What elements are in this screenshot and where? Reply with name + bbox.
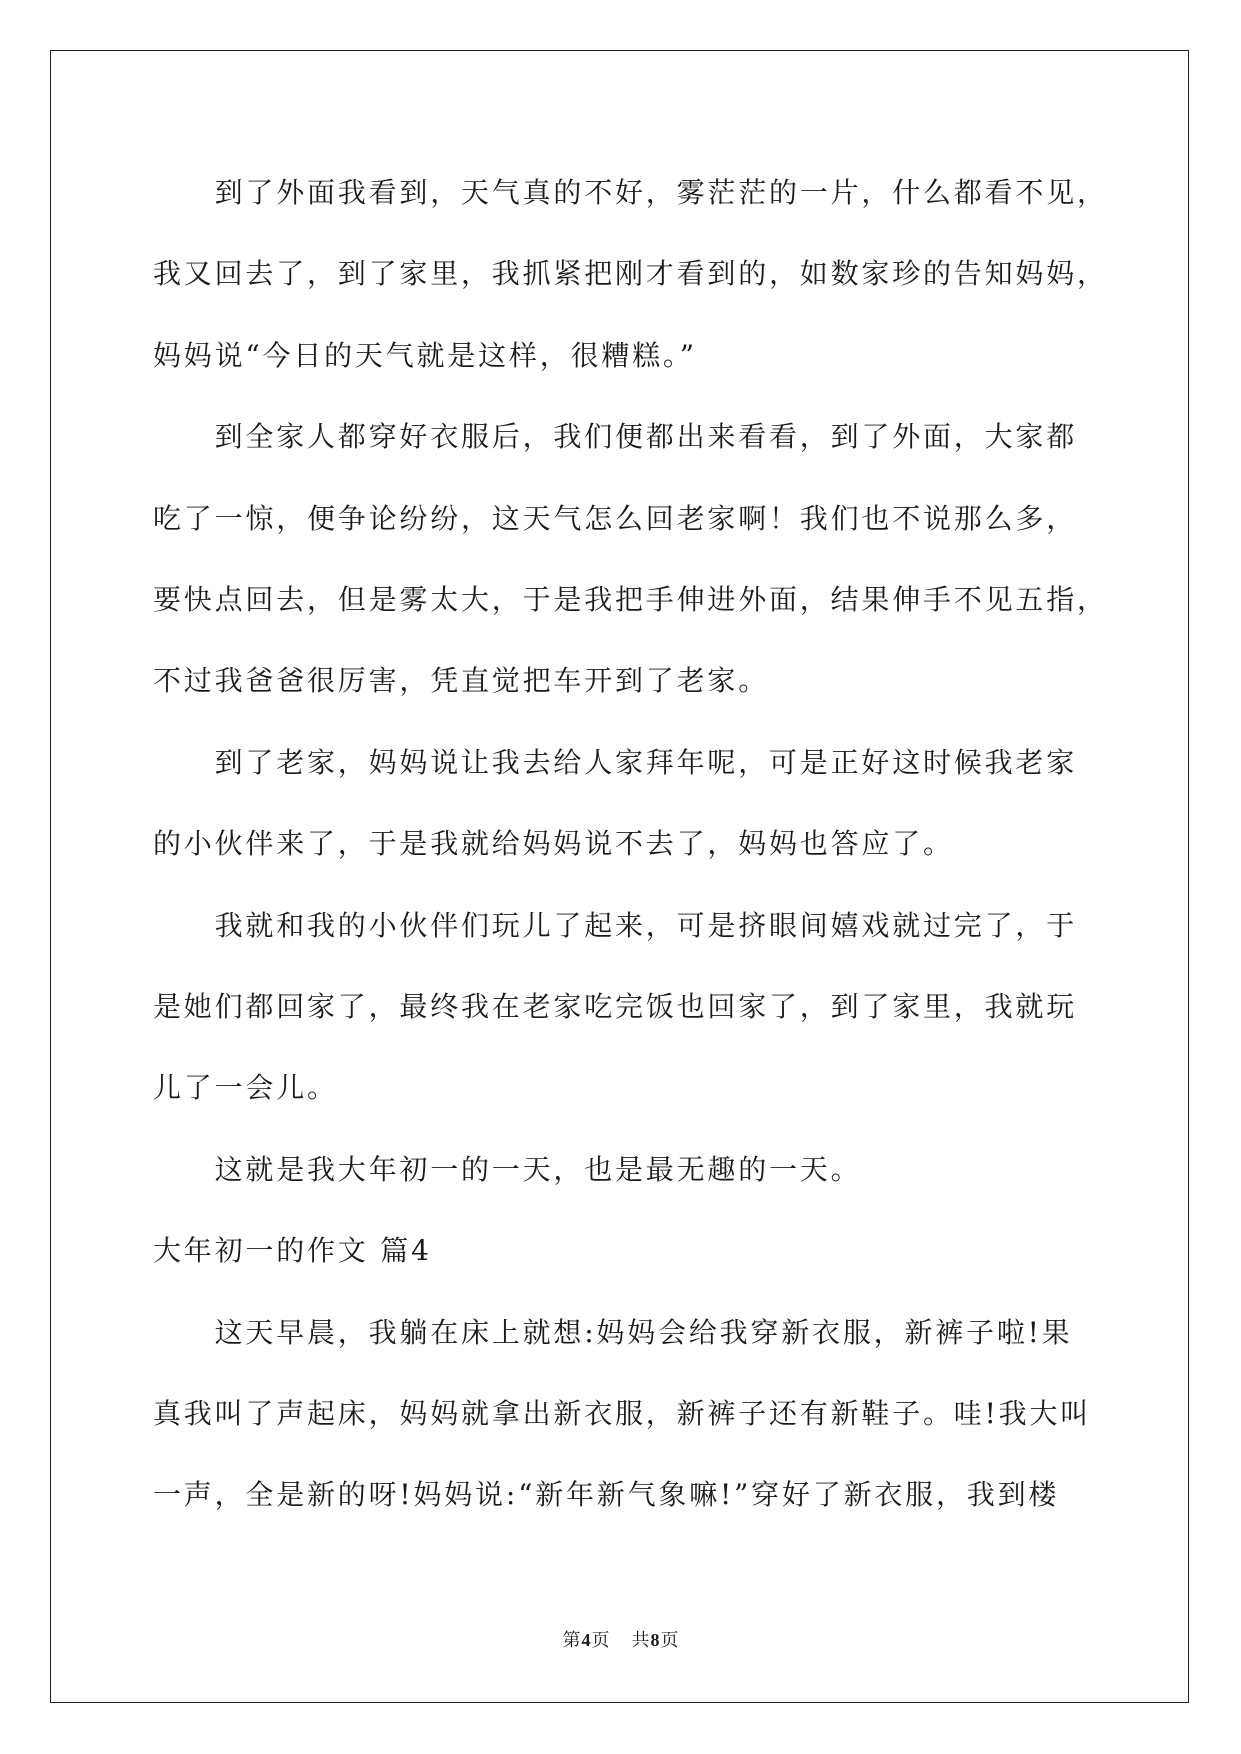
paragraph-line: 一声，全是新的呀!妈妈说:“新年新气象嘛!”穿好了新衣服，我到楼 <box>153 1478 1060 1512</box>
page-number: 4 <box>581 1630 591 1650</box>
paragraph-line: 吃了一惊，便争论纷纷，这天气怎么回老家啊！我们也不说那么多， <box>153 501 1078 535</box>
page-label-prefix: 第 <box>562 1630 581 1651</box>
section-heading: 大年初一的作文 篇4 <box>153 1234 432 1268</box>
paragraph-line: 是她们都回家了，最终我在老家吃完饭也回家了，到了家里，我就玩 <box>153 990 1078 1023</box>
paragraph-line: 不过我爸爸很厉害，凭直觉把车开到了老家。 <box>153 664 770 698</box>
paragraph-line: 我就和我的小伙伴们玩儿了起来，可是挤眼间嬉戏就过完了，于 <box>214 908 1077 942</box>
paragraph-line: 到了老家，妈妈说让我去给人家拜年呢，可是正好这时候我老家 <box>214 745 1077 779</box>
paragraph-line: 这天早晨，我躺在床上就想:妈妈会给我穿新衣服，新裤子啦!果 <box>214 1315 1073 1349</box>
page-footer <box>0 1628 1241 1652</box>
paragraph-line: 的小伙伴来了，于是我就给妈妈说不去了，妈妈也答应了。 <box>153 827 954 861</box>
total-label-prefix: 共 <box>631 1630 650 1651</box>
paragraph-line: 儿了一会儿。 <box>153 1071 338 1105</box>
paragraph-line: 要快点回去，但是雾太大，于是我把手伸进外面，结果伸手不见五指， <box>153 583 1108 616</box>
page-label-suffix: 页 <box>591 1630 610 1651</box>
paragraph-line: 这就是我大年初一的一天，也是最无趣的一天。 <box>214 1152 862 1186</box>
paragraph-line: 我又回去了，到了家里，我抓紧把刚才看到的，如数家珍的告知妈妈， <box>153 257 1108 291</box>
paragraph-line: 到了外面我看到，天气真的不好，雾茫茫的一片，什么都看不见， <box>214 176 1108 209</box>
paragraph-line: 真我叫了声起床，妈妈就拿出新衣服，新裤子还有新鞋子。哇!我大叫 <box>153 1397 1092 1430</box>
paragraph-line: 妈妈说“今日的天气就是这样，很糟糕。” <box>153 338 697 372</box>
paragraph-line: 到全家人都穿好衣服后，我们便都出来看看，到了外面，大家都 <box>214 420 1077 454</box>
total-pages: 8 <box>650 1630 660 1650</box>
total-label-suffix: 页 <box>660 1630 679 1651</box>
